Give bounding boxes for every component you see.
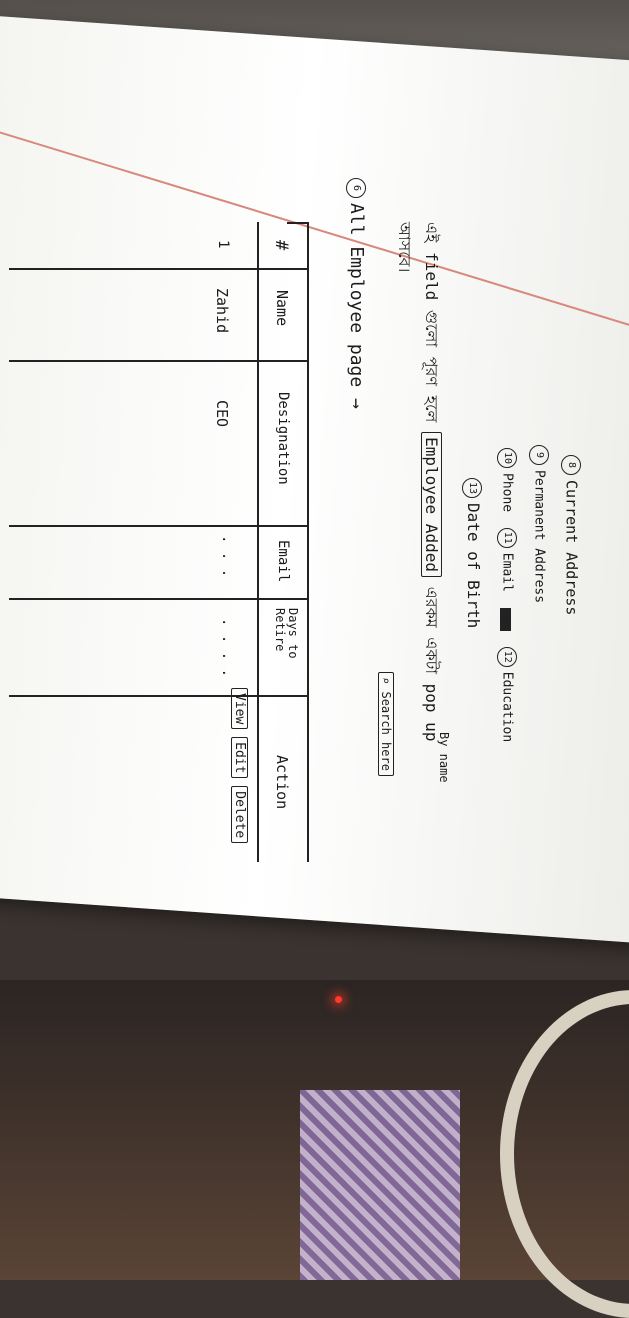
edit-button[interactable]: Edit xyxy=(231,737,248,778)
arrow-icon: → xyxy=(346,398,367,409)
scribbled-word: ঘঃ xyxy=(501,608,512,632)
bengali-text: এই field গুলো পূরণ হলে xyxy=(422,222,441,423)
view-button[interactable]: View xyxy=(231,688,248,729)
search-input[interactable]: ⌕ Search here xyxy=(378,672,394,776)
header-action: Action xyxy=(273,755,291,810)
section-title: 6All Employee page → xyxy=(346,178,367,409)
table-header-line xyxy=(257,222,259,862)
row-index: 1 xyxy=(215,240,231,249)
table-left-border xyxy=(287,222,309,224)
header-index: # xyxy=(271,240,291,251)
row-designation: CEO xyxy=(213,400,231,428)
bengali-line-2: আসবে। xyxy=(395,222,414,273)
row-days-to-retire: · · · · xyxy=(215,618,231,678)
note-permanent-address: 9Permanent Address xyxy=(529,445,549,603)
search-hint: By name xyxy=(437,732,451,783)
column-divider xyxy=(9,360,309,362)
note-phone-email-education: 10Phone 11Email ঘঃ 12Education xyxy=(497,448,518,742)
note-number: 8 xyxy=(561,455,581,475)
note-number: 9 xyxy=(529,445,549,465)
note-current-address: 8Current Address xyxy=(561,455,581,615)
table-top-line xyxy=(307,222,309,862)
header-designation: Designation xyxy=(275,392,291,485)
row-name: Zahid xyxy=(213,288,231,334)
search-icon: ⌕ xyxy=(379,677,393,685)
column-divider xyxy=(9,525,309,527)
header-days-to-retire: Days to Retire xyxy=(273,608,300,659)
column-divider xyxy=(9,695,309,697)
row-actions xyxy=(232,688,247,843)
header-email: Email xyxy=(275,540,291,583)
row-email: · · · xyxy=(215,535,231,578)
column-divider xyxy=(9,268,309,270)
note-date-of-birth: 13Date of Birth xyxy=(463,478,484,628)
header-name: Name xyxy=(273,290,291,327)
employee-added-popup-box: Employee Added xyxy=(421,432,442,577)
column-divider xyxy=(9,598,309,600)
delete-button[interactable]: Delete xyxy=(231,786,248,843)
bengali-text: এরকম একটা pop up xyxy=(422,586,441,742)
popup-instruction xyxy=(417,222,444,741)
